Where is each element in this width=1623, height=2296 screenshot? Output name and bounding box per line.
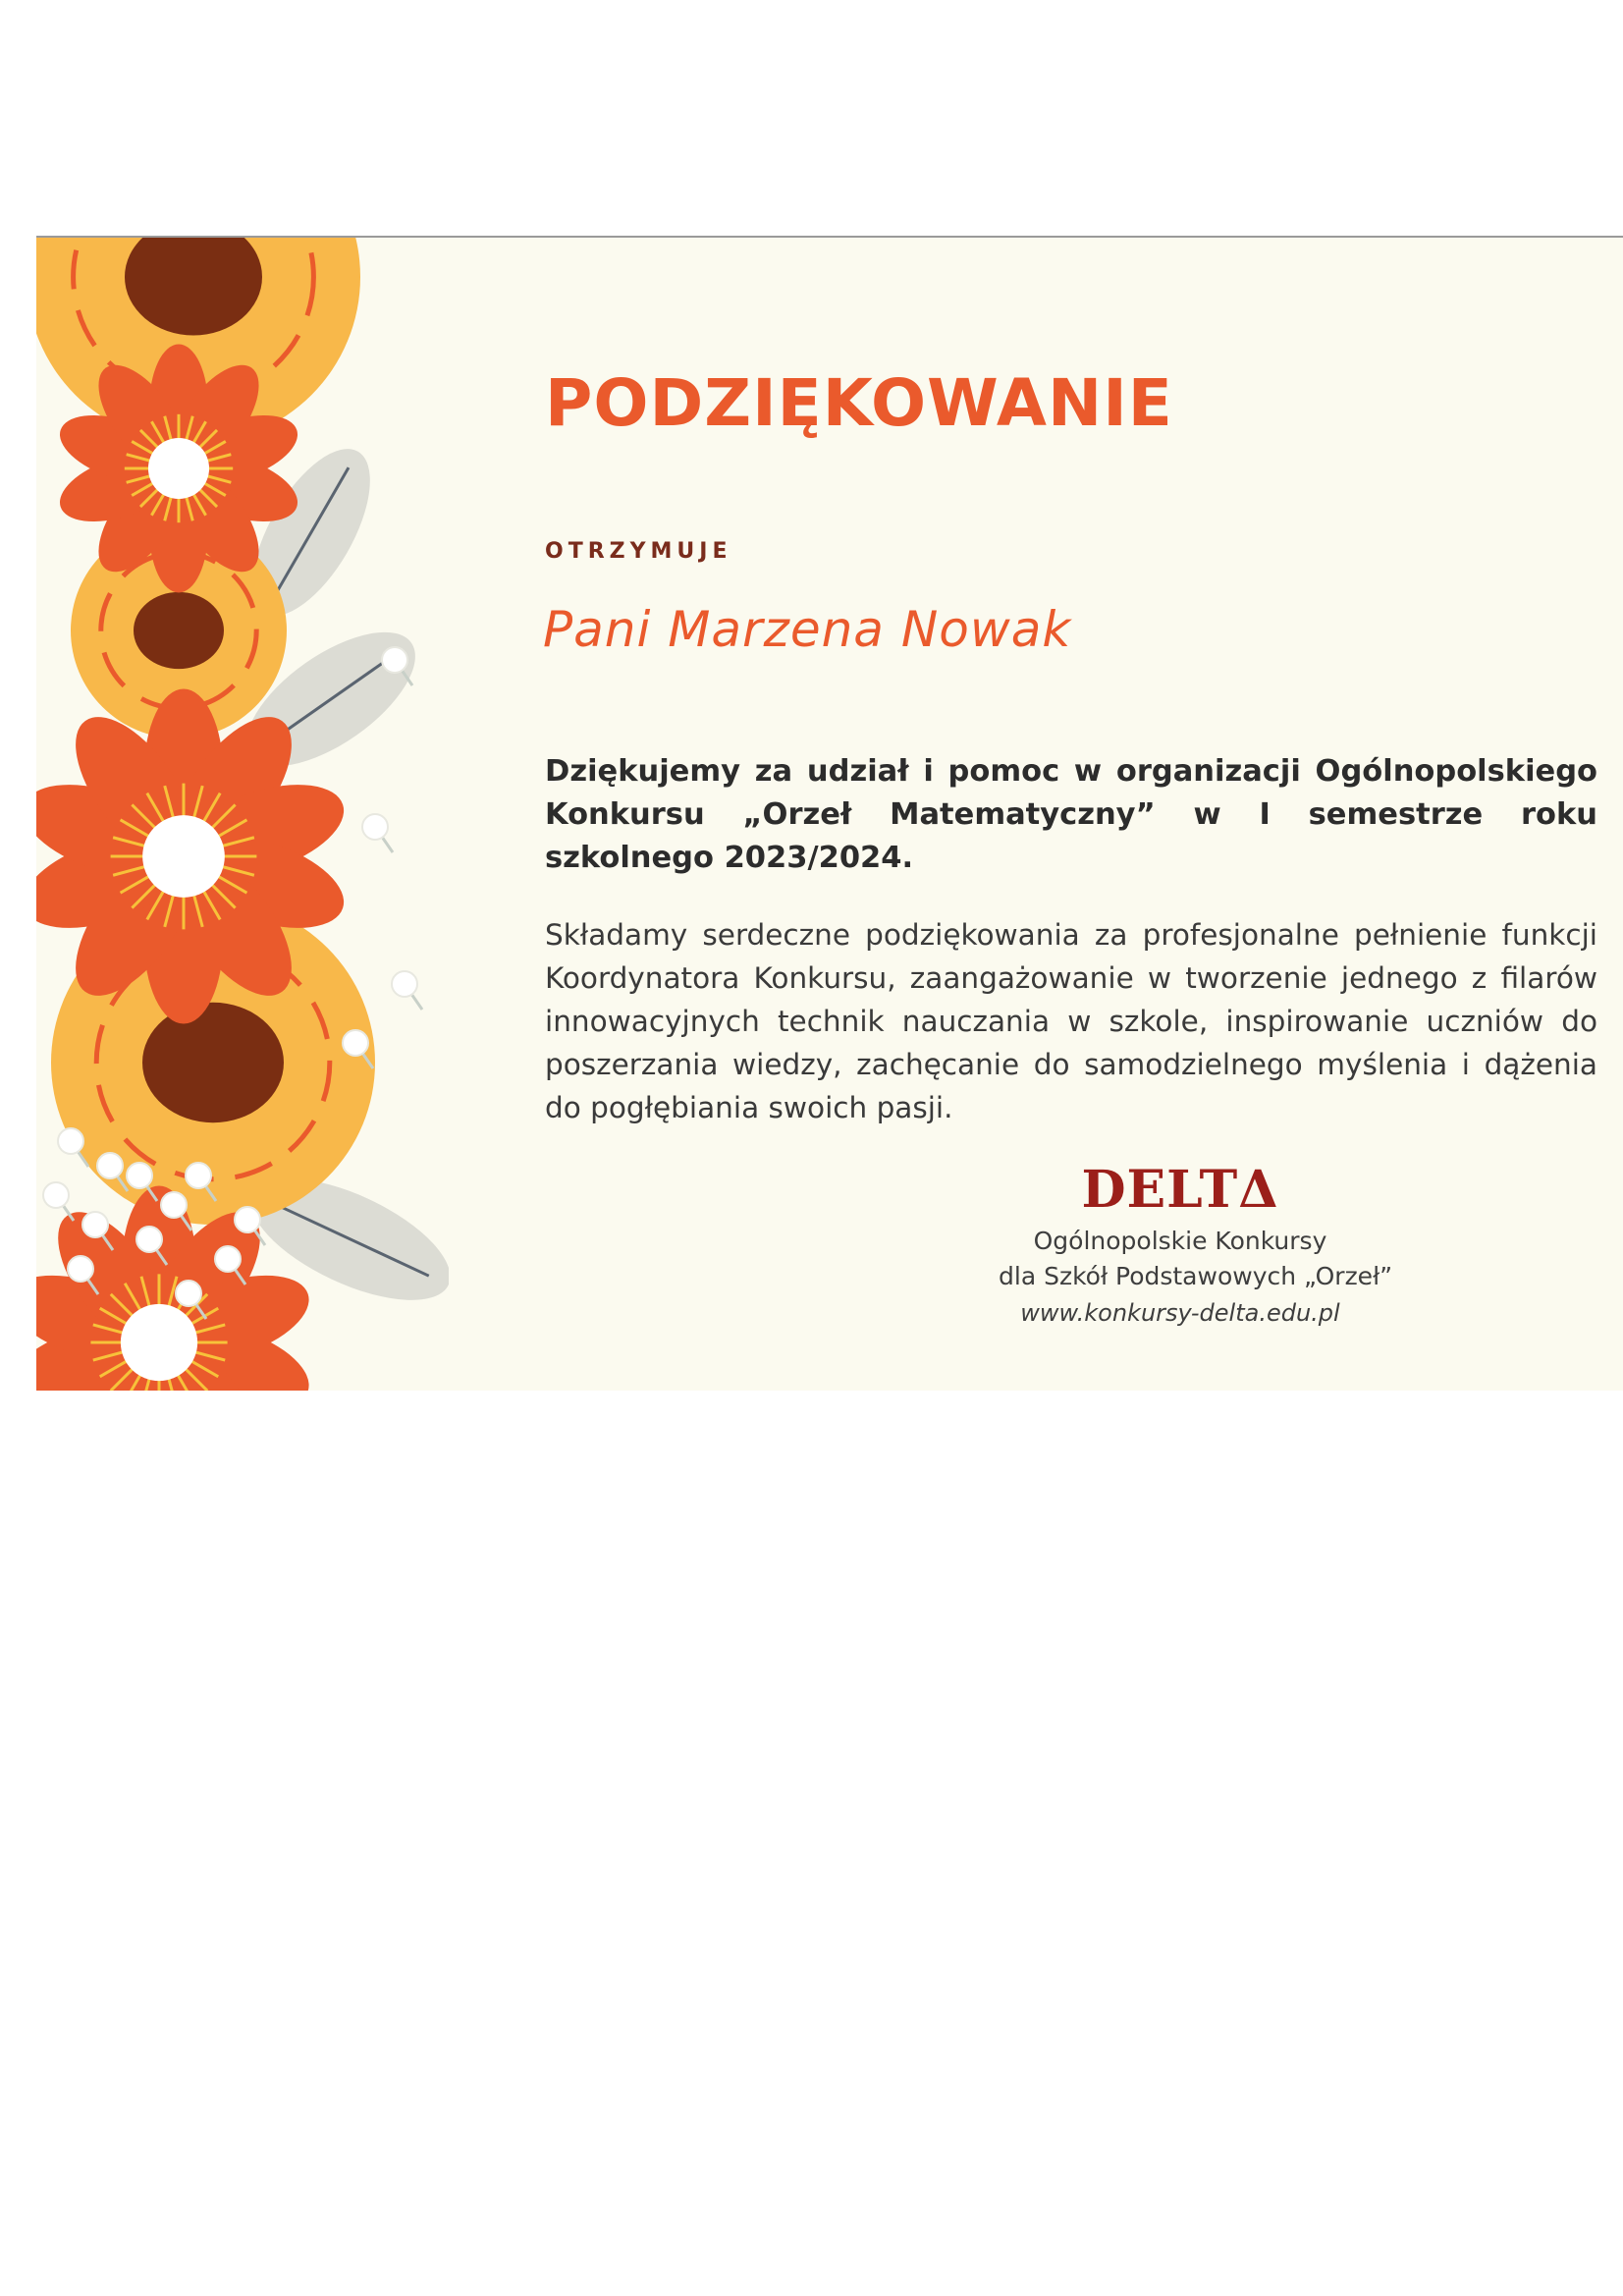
certificate [36,236,1623,1391]
white-berry-icon [362,814,388,840]
organizer-url: www.konkursy-delta.edu.pl [1020,1299,1340,1327]
white-berry-icon [136,1227,162,1252]
recipient-name: Pani Marzena Nowak [543,601,1072,658]
white-berry-icon [161,1192,187,1218]
white-berry-icon [382,647,407,673]
white-berry-icon [68,1256,93,1282]
white-berry-icon [127,1163,152,1188]
certificate-title: PODZIĘKOWANIE [545,365,1173,441]
white-berry-icon [82,1212,108,1237]
white-berry-icon [343,1030,368,1056]
white-berry-icon [186,1163,211,1188]
thanks-statement: Dziękujemy za udział i pomoc w organizacji Ogólnopolskiego Konkursu „Orzeł Matematyczny” w I semestrze roku szkolnego 2023/2024. [545,754,1597,875]
organizer-block [999,1160,1393,1332]
white-berry-icon [43,1182,69,1208]
white-berry-icon [97,1153,123,1178]
organizer-name: Ogólnopolskie Konkursy [1033,1227,1327,1255]
white-berry-icon [392,971,417,997]
recipient-label: OTRZYMUJE [545,539,732,564]
delta-logo: DELTΔ [1081,1160,1279,1220]
white-berry-icon [58,1128,83,1154]
white-berry-icon [215,1246,241,1272]
white-berry-icon [235,1207,260,1232]
body-paragraph: Składamy serdeczne podziękowania za profesjonalne pełnienie funkcji Koordynatora Konkursu, zaangażowanie w tworzenie jednego z filarów innowacyjnych technik nauczania w szkole, inspirowanie uczniów do poszerzania wiedzy, zachęcanie do samodzielnego myślenia i dążenia do pogłębiania swoich pasji. [545,918,1597,1124]
floral-border [36,238,449,1391]
white-berry-icon [176,1281,201,1306]
organizer-subtitle: dla Szkół Podstawowych „Orzeł” [999,1262,1393,1290]
